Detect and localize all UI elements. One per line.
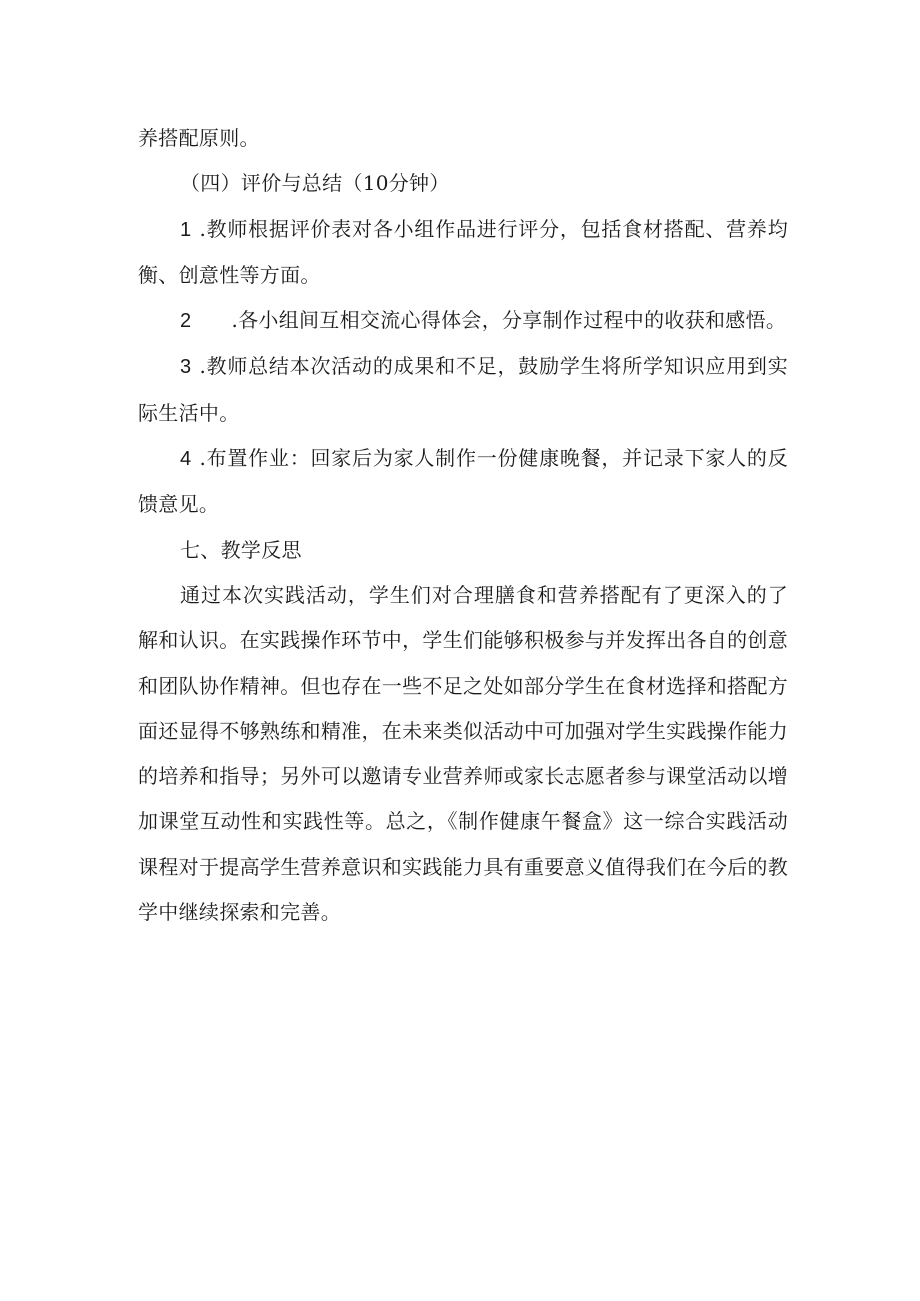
list-text: .布置作业：回家后为家人制作一份健康晚餐，并记录下家人的反馈意见。 bbox=[138, 446, 788, 517]
list-text: .各小组间互相交流心得体会，分享制作过程中的收获和感悟。 bbox=[231, 308, 787, 333]
list-item-3 bbox=[138, 344, 788, 436]
document-body bbox=[138, 116, 788, 935]
section-heading-evaluation: （四）评价与总结（10分钟） bbox=[180, 171, 450, 196]
section-heading-reflection: 七、教学反思 bbox=[180, 537, 302, 562]
list-item-4 bbox=[138, 436, 788, 528]
list-text: .教师总结本次活动的成果和不足，鼓励学生将所学知识应用到实际生活中。 bbox=[138, 354, 788, 425]
list-number: 4 bbox=[180, 448, 192, 471]
list-text: .教师根据评价表对各小组作品进行评分，包括食材搭配、营养均衡、创意性等方面。 bbox=[138, 216, 788, 287]
list-number: 3 bbox=[180, 356, 192, 379]
list-number: 1 bbox=[180, 218, 192, 241]
list-item-1 bbox=[138, 207, 788, 299]
list-number: 2 bbox=[180, 310, 192, 333]
paragraph-reflection: 通过本次实践活动，学生们对合理膳食和营养搭配有了更深入的了解和认识。在实践操作环节中，学生们能够积极参与并发挥出各自的创意和团队协作精神。但也存在一些不足之处如部分学生在食材选择和搭配方面还显得不够熟练和精准，在未来类似活动中可加强对学生实践操作能力的培养和指导；另外可以邀请专业营养师或家长志愿者参与课堂活动以增加课堂互动性和实践性等。总之，《制作健康午餐盒》这一综合实践活动课程对于提高学生营养意识和实践能力具有重要意义值得我们在今后的教学中继续探索和完善。 bbox=[138, 582, 788, 925]
paragraph-continuation: 养搭配原则。 bbox=[138, 126, 260, 150]
list-item-2 bbox=[138, 298, 788, 344]
